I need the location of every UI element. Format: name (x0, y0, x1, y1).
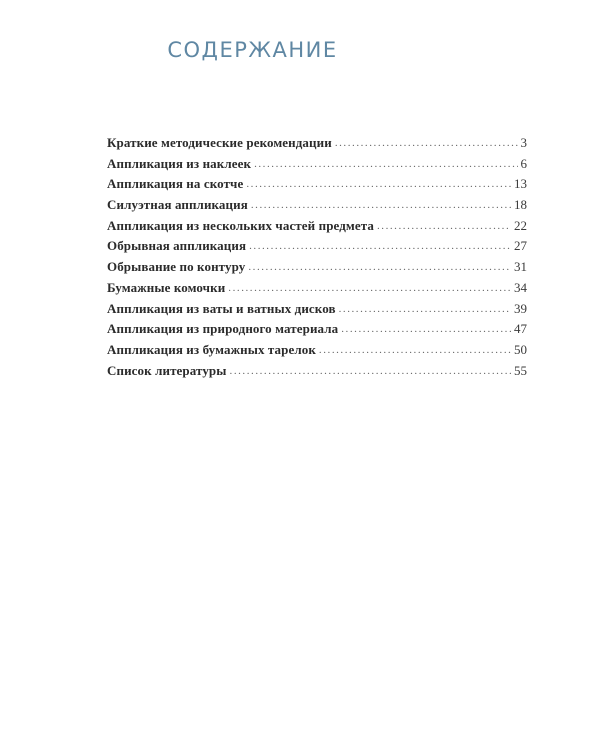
toc-entry-title: Бумажные комочки (107, 279, 226, 295)
toc-entry-page-number: 31 (514, 259, 527, 275)
toc-entry-page-number: 3 (520, 135, 527, 150)
toc-entry-title: Обрывная аппликация (107, 238, 247, 254)
dot-leader (339, 303, 511, 315)
toc-entry-page-number: 34 (514, 279, 527, 295)
toc-entry-title: Список литературы (107, 362, 227, 378)
toc-entry-title: Обрывание по контуру (107, 259, 246, 275)
dot-leader (246, 178, 511, 190)
toc-entry[interactable] (107, 342, 527, 363)
toc-entry-title: Краткие методические рекомендации (107, 135, 332, 150)
toc-entry[interactable] (107, 176, 527, 197)
toc-entry[interactable] (107, 135, 527, 156)
toc-entry[interactable] (107, 280, 527, 301)
toc-entry-page-number: 47 (514, 321, 527, 337)
dot-leader (377, 220, 511, 232)
toc-entry[interactable] (107, 197, 527, 218)
toc-entry-title: Аппликация из ваты и ватных дисков (107, 300, 336, 316)
toc-entry-title: Силуэтная аппликация (107, 197, 248, 213)
toc-entry-title: Аппликация из природного материала (107, 321, 339, 337)
toc-entry-page-number: 22 (514, 217, 527, 233)
toc-entry-page-number: 39 (514, 300, 527, 316)
toc-entry-title: Аппликация из наклеек (107, 155, 252, 171)
dot-leader (254, 158, 517, 170)
toc-entry[interactable] (107, 301, 527, 322)
toc-entry[interactable] (107, 156, 527, 177)
toc-entry-page-number: 50 (514, 341, 527, 357)
toc-entry-title: Аппликация из нескольких частей предмета (107, 217, 374, 233)
dot-leader (230, 365, 511, 377)
toc-entry[interactable] (107, 218, 527, 239)
toc-entry-page-number: 27 (514, 238, 527, 254)
dot-leader (341, 323, 511, 335)
toc-entry[interactable] (107, 363, 527, 384)
toc-entry-page-number: 55 (514, 362, 527, 378)
toc-entry-page-number: 13 (514, 176, 527, 192)
dot-leader (251, 199, 511, 211)
toc-entry[interactable] (107, 321, 527, 342)
table-of-contents (107, 135, 527, 383)
toc-entry-title: Аппликация из бумажных тарелок (107, 341, 316, 357)
dot-leader (335, 137, 518, 149)
dot-leader (248, 261, 511, 273)
dot-leader (319, 344, 511, 356)
dot-leader (249, 240, 511, 252)
toc-entry[interactable] (107, 259, 527, 280)
page-title: СОДЕРЖАНИЕ (167, 38, 338, 62)
toc-entry[interactable] (107, 238, 527, 259)
toc-entry-page-number: 6 (520, 155, 527, 171)
toc-entry-page-number: 18 (514, 197, 527, 213)
toc-entry-title: Аппликация на скотче (107, 176, 244, 192)
dot-leader (228, 282, 511, 294)
